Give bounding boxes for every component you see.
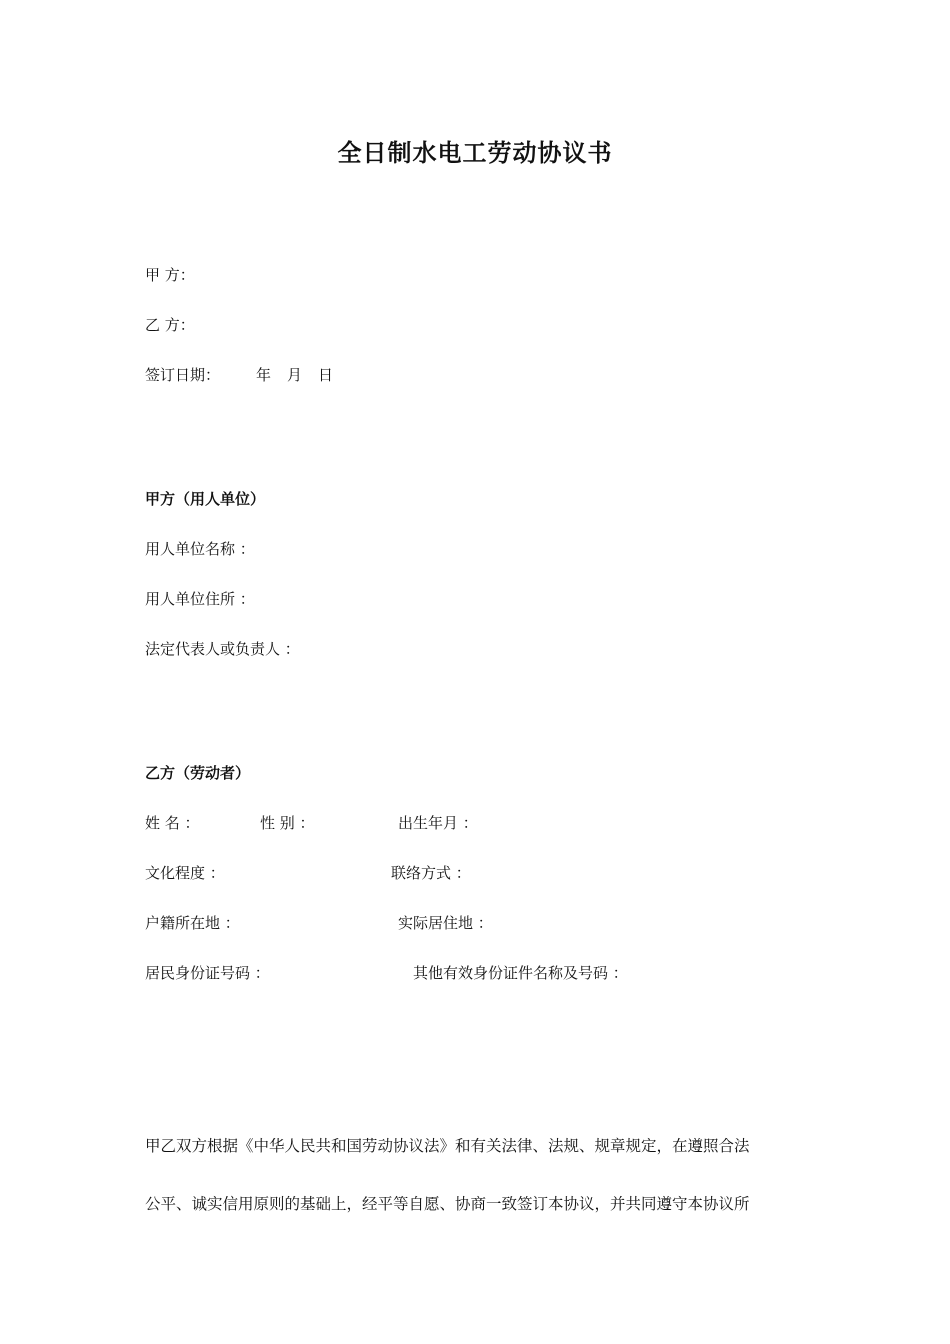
sign-date-year: 年 bbox=[256, 366, 272, 384]
sign-date-label: 签订日期： bbox=[145, 366, 221, 384]
party-b-line: 乙 方： bbox=[145, 316, 195, 334]
party-a-line: 甲 方： bbox=[145, 266, 195, 284]
employer-name-label: 用人单位名称 ： bbox=[145, 540, 255, 558]
worker-birth-label: 出生年月 ： bbox=[398, 814, 478, 832]
worker-contact-label: 联络方式 ： bbox=[391, 864, 471, 882]
worker-heading: 乙方（劳动者） bbox=[145, 764, 251, 782]
body-paragraph-line-2: 公平、诚实信用原则的基础上，经平等自愿、协商一致签订本协议，并共同遵守本协议所 bbox=[145, 1195, 750, 1213]
employer-rep-label: 法定代表人或负责人 ： bbox=[145, 640, 300, 658]
worker-gender-label: 性 别 ： bbox=[260, 814, 315, 832]
sign-date-day: 日 bbox=[318, 366, 334, 384]
body-paragraph-line-1: 甲乙双方根据《中华人民共和国劳动协议法》和有关法律、法规、规章规定，在遵照合法 bbox=[145, 1137, 750, 1155]
worker-residence-label: 实际居住地 ： bbox=[398, 914, 493, 932]
worker-education-label: 文化程度 ： bbox=[145, 864, 225, 882]
worker-name-label: 姓 名 ： bbox=[145, 814, 200, 832]
sign-date-month: 月 bbox=[287, 366, 303, 384]
worker-id-label: 居民身份证号码 ： bbox=[145, 964, 270, 982]
worker-other-id-label: 其他有效身份证件名称及号码 ： bbox=[413, 964, 628, 982]
worker-hukou-label: 户籍所在地 ： bbox=[145, 914, 240, 932]
employer-address-label: 用人单位住所 ： bbox=[145, 590, 255, 608]
employer-heading: 甲方（用人单位） bbox=[145, 490, 266, 508]
document-title: 全日制水电工劳动协议书 bbox=[337, 138, 613, 167]
